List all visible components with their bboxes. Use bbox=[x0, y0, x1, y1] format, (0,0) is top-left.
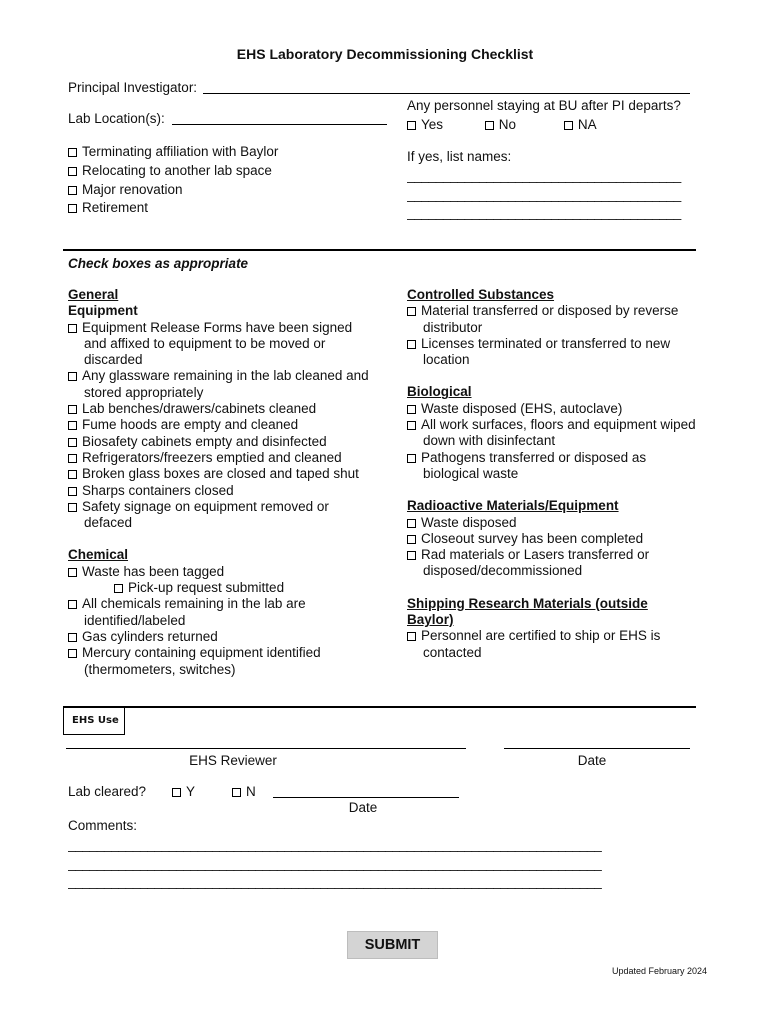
checkbox[interactable] bbox=[68, 204, 77, 213]
checklist-item[interactable] bbox=[68, 629, 373, 645]
item-label: Waste disposed (EHS, autoclave) bbox=[421, 400, 623, 416]
item-label: Material transferred or disposed by reverse distributor bbox=[421, 303, 679, 335]
option-label: Y bbox=[186, 784, 196, 799]
checklist-item[interactable] bbox=[68, 499, 373, 532]
checklist-item[interactable] bbox=[407, 450, 699, 483]
equipment-subheading: Equipment bbox=[68, 303, 138, 319]
checkbox[interactable] bbox=[114, 584, 123, 593]
spacer bbox=[407, 580, 699, 596]
checklist-item[interactable] bbox=[68, 401, 373, 417]
reviewer-label: EHS Reviewer bbox=[189, 753, 277, 768]
reasons-list bbox=[68, 143, 278, 218]
checkbox[interactable] bbox=[407, 535, 416, 544]
reason-label: Terminating affiliation with Baylor bbox=[82, 144, 279, 159]
option-label: NA bbox=[577, 117, 597, 132]
reason-label: Major renovation bbox=[82, 181, 183, 197]
checklist-item[interactable] bbox=[407, 628, 699, 661]
checklist-item[interactable] bbox=[68, 450, 373, 466]
personnel-question: Any personnel staying at BU after PI departs? bbox=[407, 98, 681, 113]
checkbox[interactable] bbox=[407, 421, 416, 430]
lab-cleared-label: Lab cleared? bbox=[68, 784, 147, 799]
item-label: Pathogens transferred or disposed as biological waste bbox=[421, 449, 647, 481]
comments-label: Comments: bbox=[68, 818, 138, 833]
item-label: Sharps containers closed bbox=[82, 482, 234, 498]
checkbox[interactable] bbox=[407, 632, 416, 641]
reason-item[interactable] bbox=[68, 162, 278, 181]
checkbox[interactable] bbox=[68, 568, 77, 577]
checkbox[interactable] bbox=[68, 421, 77, 430]
checkbox[interactable] bbox=[68, 600, 77, 609]
checklist-item[interactable] bbox=[407, 417, 699, 450]
checkbox[interactable] bbox=[68, 167, 77, 176]
item-label: Waste disposed bbox=[421, 514, 517, 530]
checkbox[interactable] bbox=[68, 487, 77, 496]
names-lines[interactable] bbox=[407, 167, 701, 223]
checklist-item[interactable] bbox=[68, 596, 373, 629]
name-line[interactable]: ______________________________________ bbox=[407, 205, 681, 220]
item-label: Equipment Release Forms have been signed and affixed to equipment to be moved or discarded bbox=[82, 319, 353, 368]
checkbox[interactable] bbox=[407, 519, 416, 528]
personnel-options bbox=[407, 117, 623, 132]
checkbox[interactable] bbox=[172, 788, 181, 797]
name-line[interactable]: ______________________________________ bbox=[407, 168, 681, 183]
item-label: Broken glass boxes are closed and taped shut bbox=[82, 466, 359, 482]
checklist-item[interactable] bbox=[407, 401, 699, 417]
item-label: Personnel are certified to ship or EHS is contacted bbox=[421, 628, 661, 660]
checkbox[interactable] bbox=[68, 405, 77, 414]
section-divider bbox=[63, 249, 696, 251]
reason-label: Relocating to another lab space bbox=[82, 162, 272, 178]
name-line[interactable]: ______________________________________ bbox=[407, 186, 681, 202]
checklist-item[interactable] bbox=[407, 515, 699, 531]
review-date-label: Date bbox=[577, 753, 607, 768]
controlled-heading: Controlled Substances bbox=[407, 287, 555, 302]
checkbox[interactable] bbox=[407, 307, 416, 316]
checklist-item[interactable] bbox=[68, 645, 373, 678]
checkbox[interactable] bbox=[68, 454, 77, 463]
item-label: All chemicals remaining in the lab are identified/labeled bbox=[82, 596, 306, 628]
checklist-item[interactable] bbox=[407, 547, 699, 580]
general-heading: General bbox=[68, 287, 119, 302]
checklist-item[interactable] bbox=[68, 368, 373, 401]
checklist-item[interactable] bbox=[68, 417, 373, 433]
left-column bbox=[68, 287, 373, 678]
checkbox[interactable] bbox=[68, 649, 77, 658]
comment-line[interactable]: __________________________________________________________________________ bbox=[68, 855, 602, 871]
checklist-item[interactable] bbox=[407, 303, 699, 336]
location-input-line[interactable] bbox=[172, 124, 387, 125]
spacer bbox=[407, 482, 699, 498]
cleared-yes[interactable] bbox=[172, 784, 195, 799]
reason-item[interactable] bbox=[68, 181, 278, 200]
option-label: N bbox=[246, 784, 256, 799]
checkbox[interactable] bbox=[564, 121, 573, 130]
spacer bbox=[407, 368, 699, 384]
checkbox[interactable] bbox=[407, 405, 416, 414]
submit-button[interactable]: SUBMIT bbox=[347, 931, 438, 959]
cleared-date-line[interactable] bbox=[273, 797, 459, 798]
checkbox[interactable] bbox=[68, 186, 77, 195]
reason-item[interactable] bbox=[68, 143, 278, 162]
item-label: Lab benches/drawers/cabinets cleaned bbox=[82, 401, 317, 417]
checklist-subitem[interactable] bbox=[114, 580, 373, 596]
checkbox[interactable] bbox=[407, 454, 416, 463]
checkbox[interactable] bbox=[407, 121, 416, 130]
updated-note: Updated February 2024 bbox=[612, 966, 708, 976]
shipping-heading: Shipping Research Materials (outside Baylor) bbox=[407, 595, 648, 628]
comments-lines[interactable] bbox=[68, 836, 700, 892]
item-label: All work surfaces, floors and equipment wiped down with disinfectant bbox=[421, 417, 696, 449]
check-note: Check boxes as appropriate bbox=[68, 256, 249, 271]
checkbox[interactable] bbox=[407, 340, 416, 349]
biological-heading: Biological bbox=[407, 384, 472, 400]
cleared-date-label: Date bbox=[348, 800, 378, 815]
reason-item[interactable] bbox=[68, 199, 278, 218]
checkbox[interactable] bbox=[68, 324, 77, 333]
chemical-heading: Chemical bbox=[68, 547, 129, 563]
names-label: If yes, list names: bbox=[407, 149, 512, 164]
checklist-item[interactable] bbox=[68, 564, 373, 580]
ehs-divider bbox=[63, 706, 696, 708]
right-column bbox=[407, 287, 699, 661]
checkbox[interactable] bbox=[68, 438, 77, 447]
reviewer-line[interactable] bbox=[66, 748, 466, 749]
checklist-item[interactable] bbox=[407, 336, 699, 369]
review-date-line[interactable] bbox=[504, 748, 690, 749]
item-label: Any glassware remaining in the lab cleaned and stored appropriately bbox=[82, 368, 369, 400]
checklist-item[interactable] bbox=[68, 320, 373, 369]
checklist-item[interactable] bbox=[68, 483, 373, 499]
reason-label: Retirement bbox=[82, 200, 149, 216]
checkbox[interactable] bbox=[68, 470, 77, 479]
item-label: Refrigerators/freezers emptied and cleaned bbox=[82, 449, 342, 465]
comment-line[interactable]: __________________________________________________________________________ bbox=[68, 837, 602, 852]
option-yes[interactable] bbox=[407, 117, 443, 132]
checkbox[interactable] bbox=[407, 551, 416, 560]
cleared-no[interactable] bbox=[232, 784, 256, 799]
location-label: Lab Location(s): bbox=[68, 111, 165, 126]
checkbox[interactable] bbox=[68, 633, 77, 642]
checkbox[interactable] bbox=[68, 372, 77, 381]
checklist-item[interactable] bbox=[68, 466, 373, 482]
item-label: Pick-up request submitted bbox=[128, 580, 285, 596]
page-title: EHS Laboratory Decommissioning Checklist bbox=[236, 46, 534, 62]
pi-label: Principal Investigator: bbox=[68, 80, 198, 95]
item-label: Biosafety cabinets empty and disinfected bbox=[82, 433, 327, 449]
item-label: Waste has been tagged bbox=[82, 563, 225, 579]
item-label: Gas cylinders returned bbox=[82, 628, 218, 644]
item-label: Fume hoods are empty and cleaned bbox=[82, 417, 299, 433]
item-label: Safety signage on equipment removed or defaced bbox=[82, 498, 329, 531]
option-no[interactable] bbox=[485, 117, 516, 132]
pi-input-line[interactable] bbox=[203, 93, 690, 94]
spacer bbox=[68, 531, 373, 547]
item-label: Closeout survey has been completed bbox=[421, 530, 644, 546]
item-label: Mercury containing equipment identified (thermometers, switches) bbox=[82, 645, 321, 677]
checklist-item[interactable] bbox=[68, 434, 373, 450]
ehs-use-tab: EHS Use bbox=[63, 707, 125, 735]
checkbox[interactable] bbox=[68, 148, 77, 157]
option-label: Yes bbox=[421, 117, 444, 132]
checkbox[interactable] bbox=[68, 503, 77, 512]
checkbox[interactable] bbox=[485, 121, 494, 130]
option-na[interactable] bbox=[564, 117, 597, 132]
comment-line[interactable]: __________________________________________________________________________ bbox=[68, 874, 602, 889]
item-label: Rad materials or Lasers transferred or disposed/decommissioned bbox=[421, 547, 650, 579]
checklist-item[interactable] bbox=[407, 531, 699, 547]
checkbox[interactable] bbox=[232, 788, 241, 797]
option-label: No bbox=[498, 117, 517, 132]
item-label: Licenses terminated or transferred to new location bbox=[421, 335, 671, 368]
radioactive-heading: Radioactive Materials/Equipment bbox=[407, 498, 619, 514]
